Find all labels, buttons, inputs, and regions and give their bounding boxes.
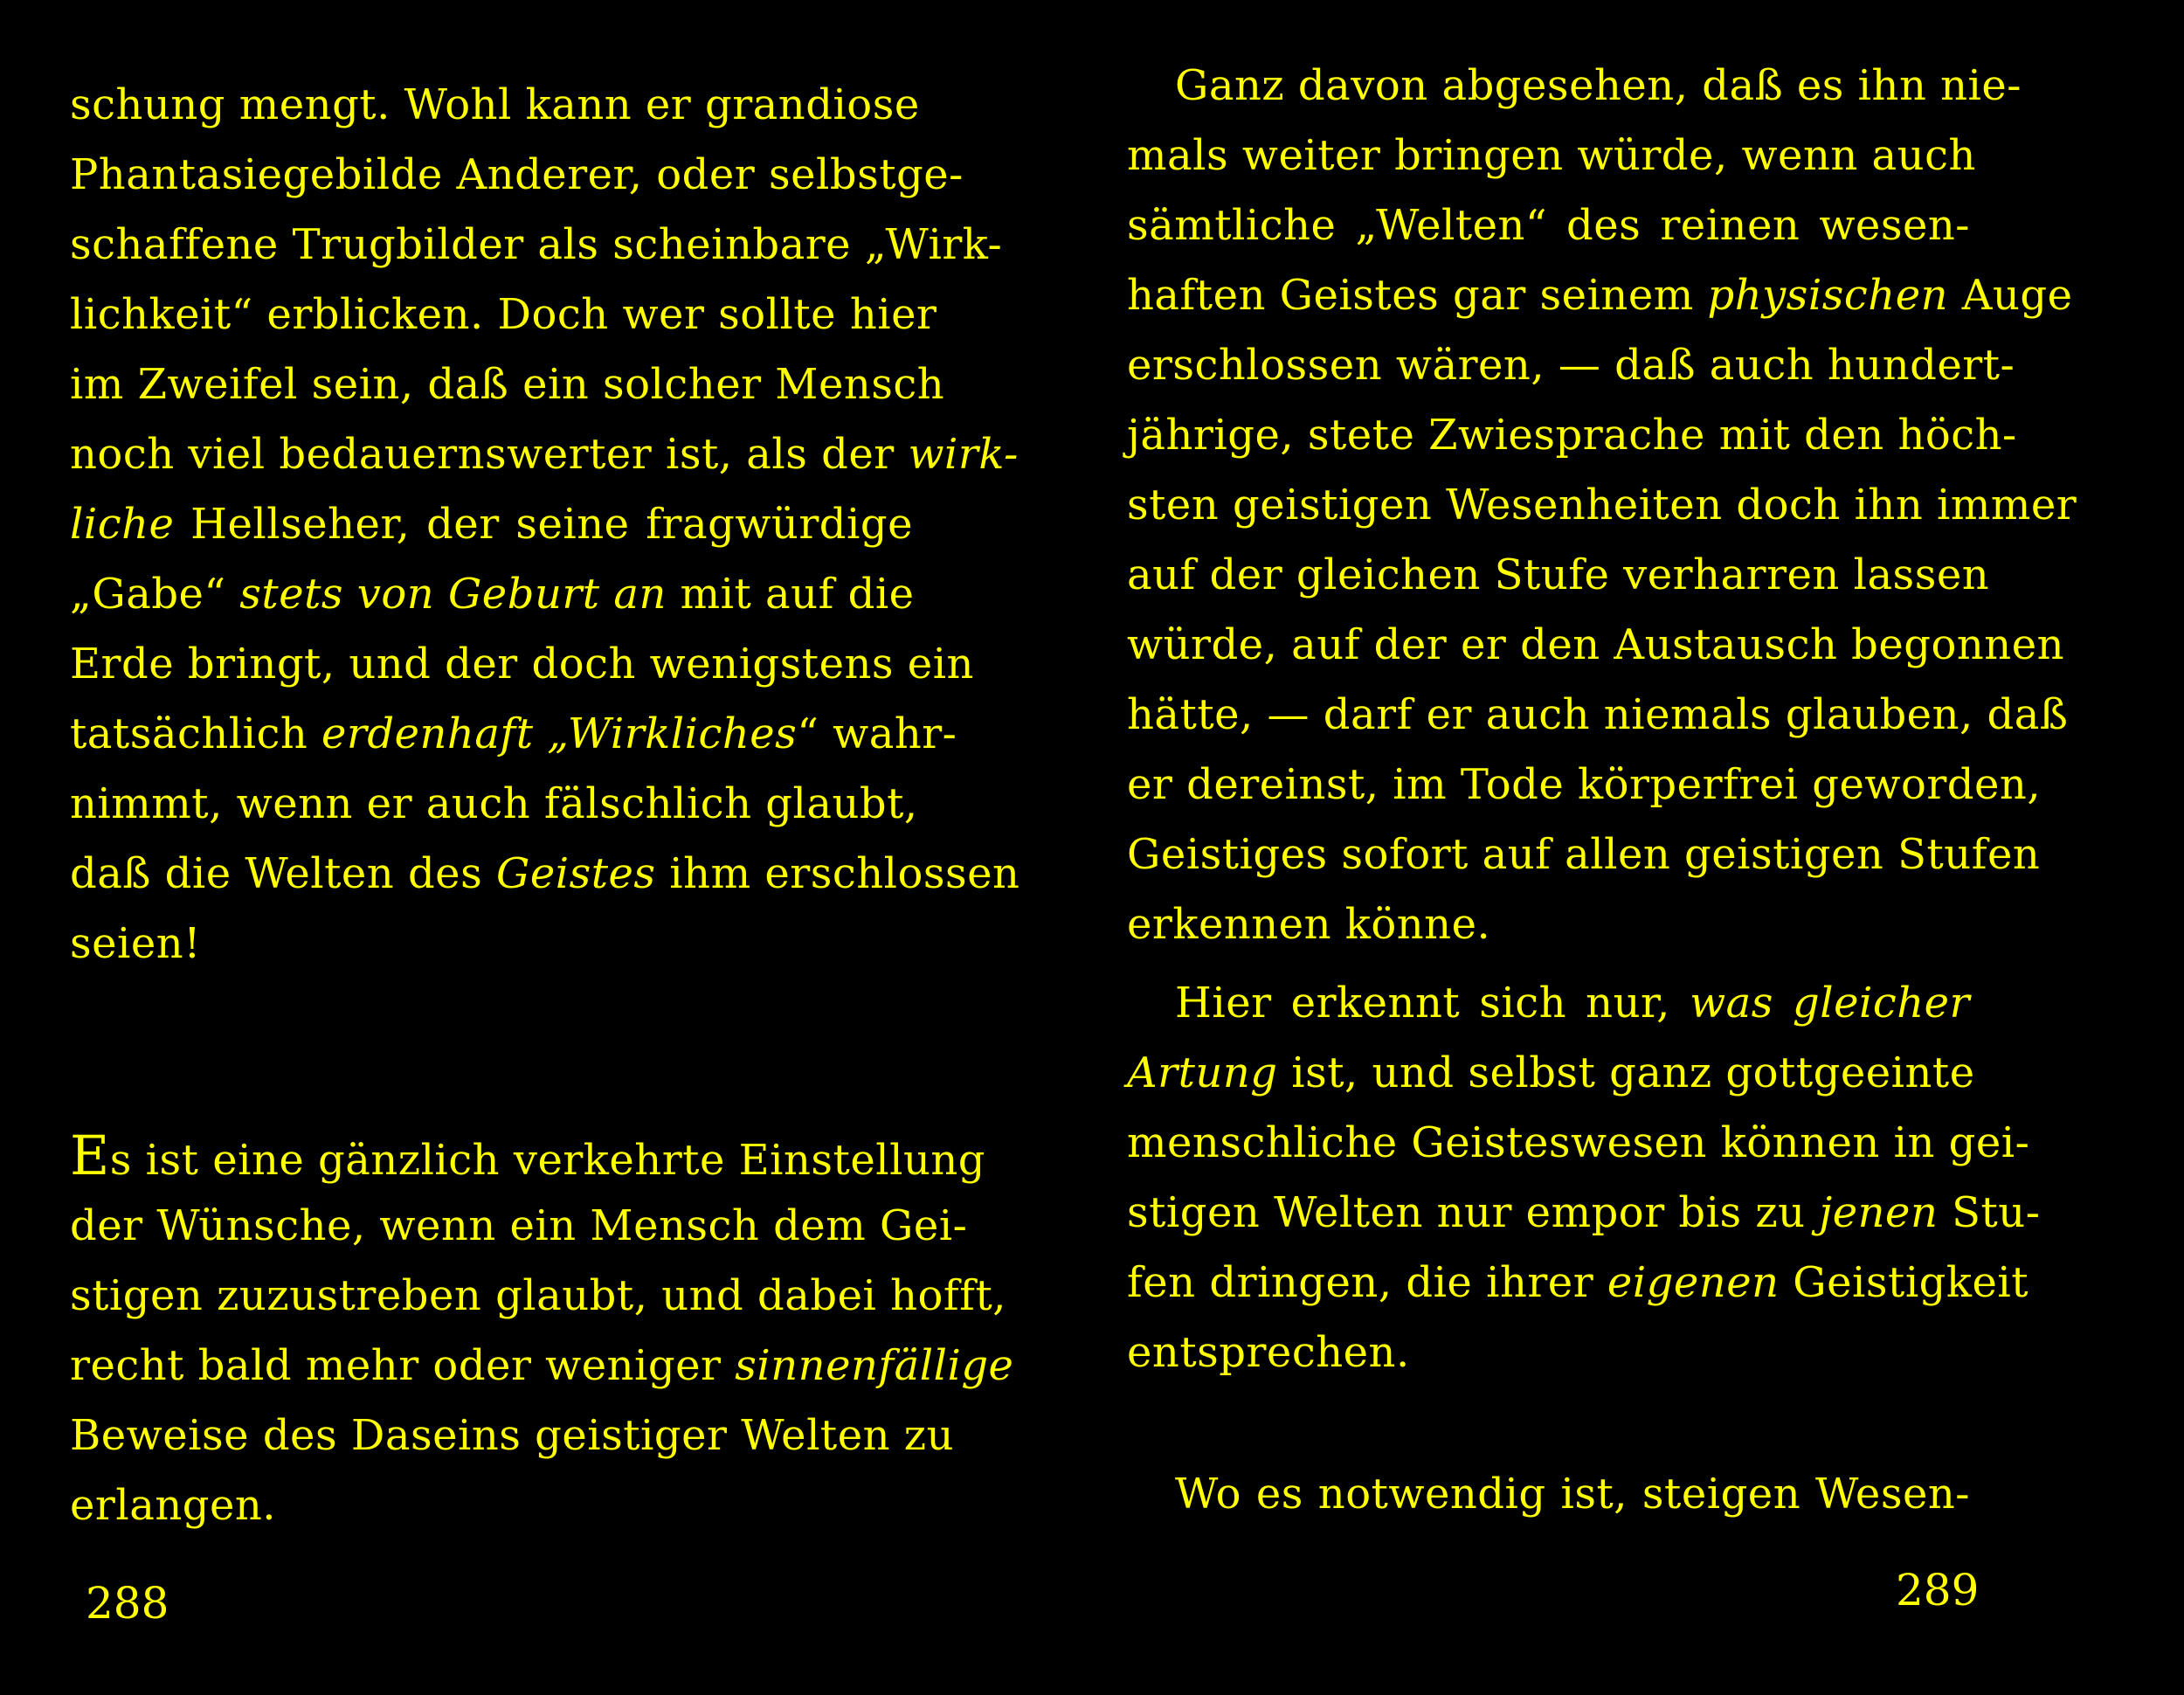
right-page <box>1092 0 2184 1695</box>
emphasis: was gleicher <box>1690 979 1971 1027</box>
text-line: entsprechen. <box>1127 1328 1410 1377</box>
text-line: Wo es notwendig ist, steigen Wesen- <box>1175 1470 1970 1519</box>
text-line: schaffene Trugbilder als scheinbare „Wirk- <box>70 220 1003 269</box>
text-line: tatsächlich erdenhaft „Wirkliches“ wahr- <box>70 709 957 758</box>
emphasis: liche <box>70 500 175 549</box>
text-line: mals weiter bringen würde, wenn auch <box>1127 131 1976 180</box>
text-line: erlangen. <box>70 1481 277 1530</box>
text-line: im Zweifel sein, daß ein solcher Mensch <box>70 360 945 409</box>
text-line: stigen zuzustreben glaubt, und dabei hofft, <box>70 1271 1006 1320</box>
text-line: Phantasiegebilde Anderer, oder selbstge- <box>70 150 964 199</box>
emphasis: erdenhaft „Wirkliches <box>321 709 798 758</box>
text-line: Hier erkennt sich nur, was gleicher <box>1175 979 1971 1027</box>
text-line: liche Hellseher, der seine fragwürdige <box>70 500 913 549</box>
text-line: würde, auf der er den Austausch begonnen <box>1127 620 2065 669</box>
text-line: Erde bringt, und der doch wenigstens ein <box>70 640 974 688</box>
text-line: erschlossen wären, — daß auch hundert- <box>1127 341 2015 390</box>
text-line: nimmt, wenn er auch fälschlich glaubt, <box>70 779 918 828</box>
text-line: Geistiges sofort auf allen geistigen Stufen <box>1127 830 2041 879</box>
page-number: 288 <box>86 1578 169 1629</box>
text-line: auf der gleichen Stufe verharren lassen <box>1127 550 1990 599</box>
initial-letter: E <box>70 1124 110 1187</box>
text-line: hätte, — darf er auch niemals glauben, daß <box>1127 690 2069 739</box>
text-line: der Wünsche, wenn ein Mensch dem Gei- <box>70 1201 968 1250</box>
text-line: erkennen könne. <box>1127 900 1491 949</box>
text-line: fen dringen, die ihrer eigenen Geistigkeit <box>1127 1258 2029 1307</box>
text-line: „Gabe“ stets von Geburt an mit auf die <box>70 570 915 619</box>
text-line: Ganz davon abgesehen, daß es ihn nie- <box>1175 61 2022 110</box>
emphasis: sinnenfällige <box>735 1341 1014 1390</box>
text-line: haften Geistes gar seinem physischen Auge <box>1127 271 2073 320</box>
text-line: er dereinst, im Tode körperfrei geworden, <box>1127 760 2042 809</box>
emphasis: Geistes <box>495 849 656 898</box>
emphasis: eigenen <box>1607 1258 1780 1307</box>
text-line: stigen Welten nur empor bis zu jenen Stu- <box>1127 1188 2041 1237</box>
text-line: lichkeit“ erblicken. Doch wer sollte hier <box>70 290 937 339</box>
text-line: Beweise des Daseins geistiger Welten zu <box>70 1411 954 1460</box>
emphasis: stets von Geburt an <box>239 570 667 619</box>
emphasis: physischen <box>1707 271 1949 320</box>
text-line: noch viel bedauernswerter ist, als der wirk- <box>70 430 1019 479</box>
text-line: seien! <box>70 919 201 968</box>
text-line: daß die Welten des Geistes ihm erschlossen <box>70 849 1020 898</box>
emphasis: wirk- <box>908 430 1019 479</box>
emphasis: jenen <box>1819 1188 1939 1237</box>
text-line: schung mengt. Wohl kann er grandiose <box>70 80 920 129</box>
text-line: menschliche Geisteswesen können in gei- <box>1127 1118 2030 1167</box>
emphasis: Artung <box>1127 1048 1278 1097</box>
text-line: sten geistigen Wesenheiten doch ihn immer <box>1127 481 2077 529</box>
text-line: sämtliche „Welten“ des reinen wesen- <box>1127 201 1970 250</box>
text-line: Artung ist, und selbst ganz gottgeeinte <box>1127 1048 1975 1097</box>
text-line: jährige, stete Zwiesprache mit den höch- <box>1127 411 2017 460</box>
text-line: recht bald mehr oder weniger sinnenfällige <box>70 1341 1014 1390</box>
page-number: 289 <box>1896 1565 1980 1615</box>
text-line: Es ist eine gänzlich verkehrte Einstellung <box>70 1124 985 1187</box>
